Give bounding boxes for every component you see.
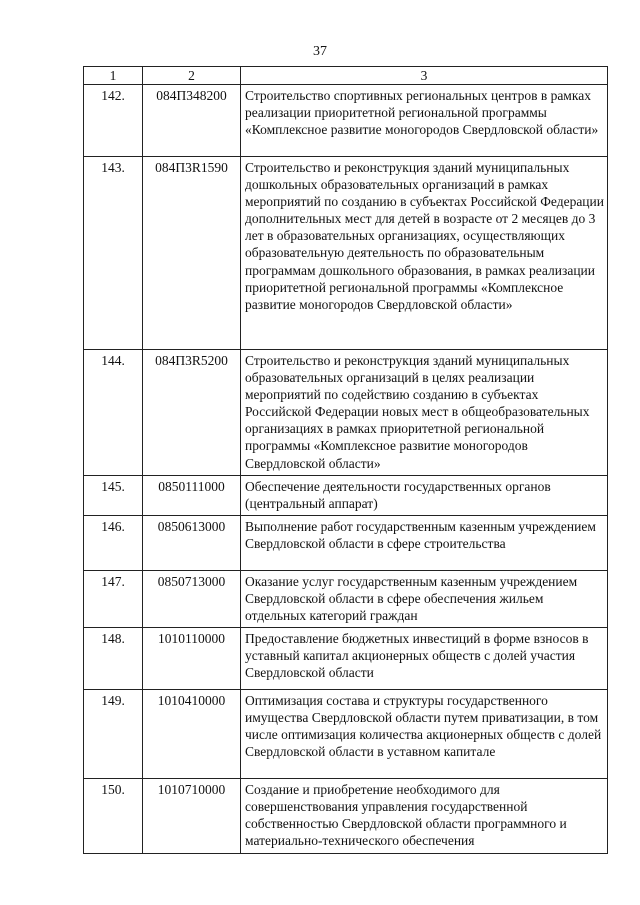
table-row [84, 157, 608, 350]
row-code: 0850111000 [143, 475, 241, 515]
page-number: 37 [313, 44, 327, 59]
row-description: Предоставление бюджетных инвестиций в форме взносов в уставный капитал акционерных обществ с долей участия Свердловской области [241, 628, 608, 690]
row-code: 1010110000 [143, 628, 241, 690]
table-row [84, 628, 608, 690]
row-number: 146. [84, 515, 143, 570]
table-row [84, 475, 608, 515]
table-row [84, 85, 608, 157]
table-row [84, 570, 608, 627]
row-code: 0850613000 [143, 515, 241, 570]
column-header-1: 1 [84, 67, 143, 85]
column-header-3: 3 [241, 67, 608, 85]
row-description: Оптимизация состава и структуры государственного имущества Свердловской области путем приватизации, в том числе оптимизация количества акционерных обществ с долей Свердловской области в уставном капитале [241, 690, 608, 779]
row-number: 147. [84, 570, 143, 627]
row-description: Строительство спортивных региональных центров в рамках реализации приоритетной региональной программы «Комплексное развитие моногородов Свердловской области» [241, 85, 608, 157]
row-code: 084П348200 [143, 85, 241, 157]
budget-code-table [83, 66, 608, 854]
table-row [84, 779, 608, 853]
table-header-row [84, 67, 608, 85]
row-description: Оказание услуг государственным казенным учреждением Свердловской области в сфере обеспечения жильем отдельных категорий граждан [241, 570, 608, 627]
row-description: Создание и приобретение необходимого для совершенствования управления государственной собственностью Свердловской области программного и материально-технического обеспечения [241, 779, 608, 853]
row-code: 0850713000 [143, 570, 241, 627]
row-code: 084П3R1590 [143, 157, 241, 350]
row-code: 1010710000 [143, 779, 241, 853]
row-description: Строительство и реконструкция зданий муниципальных дошкольных образовательных организаций в рамках мероприятий по созданию в субъектах Российской Федерации дополнительных мест для детей в возрасте от 2 месяцев до 3 лет в образовательных организациях, осуществляющих образовательную деятельность по образовательным программам дошкольного образования, в рамках реализации приоритетной региональной программы «Комплексное развитие моногородов Свердловской области» [241, 157, 608, 350]
row-code: 1010410000 [143, 690, 241, 779]
row-number: 143. [84, 157, 143, 350]
column-header-2: 2 [143, 67, 241, 85]
table-row [84, 515, 608, 570]
row-description: Обеспечение деятельности государственных органов (центральный аппарат) [241, 475, 608, 515]
row-description: Строительство и реконструкция зданий муниципальных образовательных организаций в целях реализации мероприятий по содействию созданию в субъектах Российской Федерации новых мест в общеобразовательных организациях в рамках приоритетной региональной программы «Комплексное развитие моногородов Свердловской области» [241, 350, 608, 476]
table-row [84, 690, 608, 779]
row-number: 150. [84, 779, 143, 853]
row-number: 148. [84, 628, 143, 690]
row-code: 084П3R5200 [143, 350, 241, 476]
row-number: 145. [84, 475, 143, 515]
table-row [84, 350, 608, 476]
row-number: 142. [84, 85, 143, 157]
row-number: 144. [84, 350, 143, 476]
row-number: 149. [84, 690, 143, 779]
row-description: Выполнение работ государственным казенным учреждением Свердловской области в сфере строительства [241, 515, 608, 570]
